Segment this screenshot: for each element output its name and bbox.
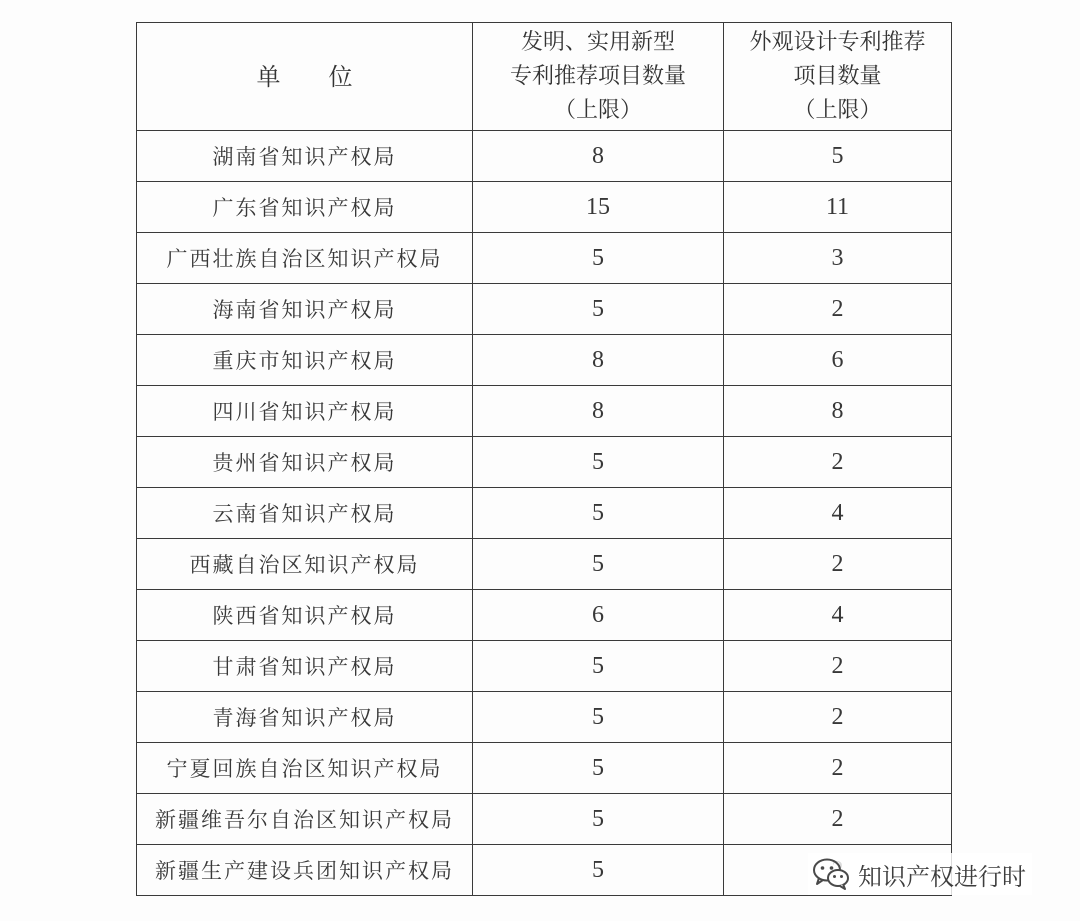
header-design-line-3: （上限）: [793, 97, 882, 123]
invention-quota-cell: 5: [473, 284, 724, 335]
wechat-icon: [812, 857, 850, 891]
design-quota-cell: 6: [724, 335, 952, 386]
design-quota-cell: 2: [724, 284, 952, 335]
invention-quota-cell: 5: [473, 488, 724, 539]
watermark-text: 知识产权进行时: [858, 862, 1026, 891]
design-quota-cell: 2: [724, 437, 952, 488]
unit-cell: 湖南省知识产权局: [137, 131, 473, 182]
invention-quota-cell: 5: [473, 692, 724, 743]
design-quota-cell: 8: [724, 386, 952, 437]
design-quota-cell: 3: [724, 233, 952, 284]
table-row: [137, 743, 952, 794]
header-design-line-1: 外观设计专利推荐: [749, 29, 926, 55]
wechat-watermark: [808, 853, 1032, 895]
invention-quota-cell: 8: [473, 335, 724, 386]
unit-cell: 甘肃省知识产权局: [137, 641, 473, 692]
unit-cell: 新疆生产建设兵团知识产权局: [137, 845, 473, 896]
table-row: [137, 539, 952, 590]
header-design-quota: [724, 23, 952, 131]
unit-cell: 重庆市知识产权局: [137, 335, 473, 386]
table-row: [137, 590, 952, 641]
invention-quota-cell: 5: [473, 641, 724, 692]
invention-quota-cell: 15: [473, 182, 724, 233]
unit-cell: 新疆维吾尔自治区知识产权局: [137, 794, 473, 845]
header-design-line-2: 项目数量: [793, 63, 882, 89]
design-quota-cell: 2: [724, 794, 952, 845]
table-row: [137, 488, 952, 539]
header-invention-line-2: 专利推荐项目数量: [509, 63, 686, 89]
table-row: [137, 692, 952, 743]
design-quota-cell: 2: [724, 743, 952, 794]
table-row: [137, 794, 952, 845]
design-quota-cell: 11: [724, 182, 952, 233]
design-quota-cell: 2: [724, 641, 952, 692]
unit-cell: 海南省知识产权局: [137, 284, 473, 335]
table-row: [137, 182, 952, 233]
design-quota-cell: 4: [724, 590, 952, 641]
table-row: [137, 437, 952, 488]
table-row: [137, 284, 952, 335]
invention-quota-cell: 5: [473, 437, 724, 488]
table-row: [137, 131, 952, 182]
invention-quota-cell: 5: [473, 233, 724, 284]
design-quota-cell: 2: [724, 692, 952, 743]
unit-cell: 广西壮族自治区知识产权局: [137, 233, 473, 284]
table-row: [137, 233, 952, 284]
header-invention-line-3: （上限）: [553, 97, 642, 123]
table-row: [137, 335, 952, 386]
table-header-row: [137, 23, 952, 131]
header-invention-quota: [473, 23, 724, 131]
unit-cell: 广东省知识产权局: [137, 182, 473, 233]
unit-cell: 四川省知识产权局: [137, 386, 473, 437]
table-body: [137, 131, 952, 896]
table-row: [137, 386, 952, 437]
quota-table: [136, 22, 952, 896]
invention-quota-cell: 8: [473, 386, 724, 437]
unit-cell: 贵州省知识产权局: [137, 437, 473, 488]
header-invention-line-1: 发明、实用新型: [520, 29, 675, 55]
design-quota-cell: 2: [724, 539, 952, 590]
unit-cell: 宁夏回族自治区知识产权局: [137, 743, 473, 794]
invention-quota-cell: 5: [473, 794, 724, 845]
unit-cell: 云南省知识产权局: [137, 488, 473, 539]
invention-quota-cell: 5: [473, 845, 724, 896]
invention-quota-cell: 6: [473, 590, 724, 641]
header-unit: 单 位: [137, 23, 473, 131]
design-quota-cell: 5: [724, 131, 952, 182]
table-row: [137, 641, 952, 692]
unit-cell: 青海省知识产权局: [137, 692, 473, 743]
unit-cell: 陕西省知识产权局: [137, 590, 473, 641]
unit-cell: 西藏自治区知识产权局: [137, 539, 473, 590]
design-quota-cell: 4: [724, 488, 952, 539]
invention-quota-cell: 5: [473, 743, 724, 794]
invention-quota-cell: 5: [473, 539, 724, 590]
invention-quota-cell: 8: [473, 131, 724, 182]
